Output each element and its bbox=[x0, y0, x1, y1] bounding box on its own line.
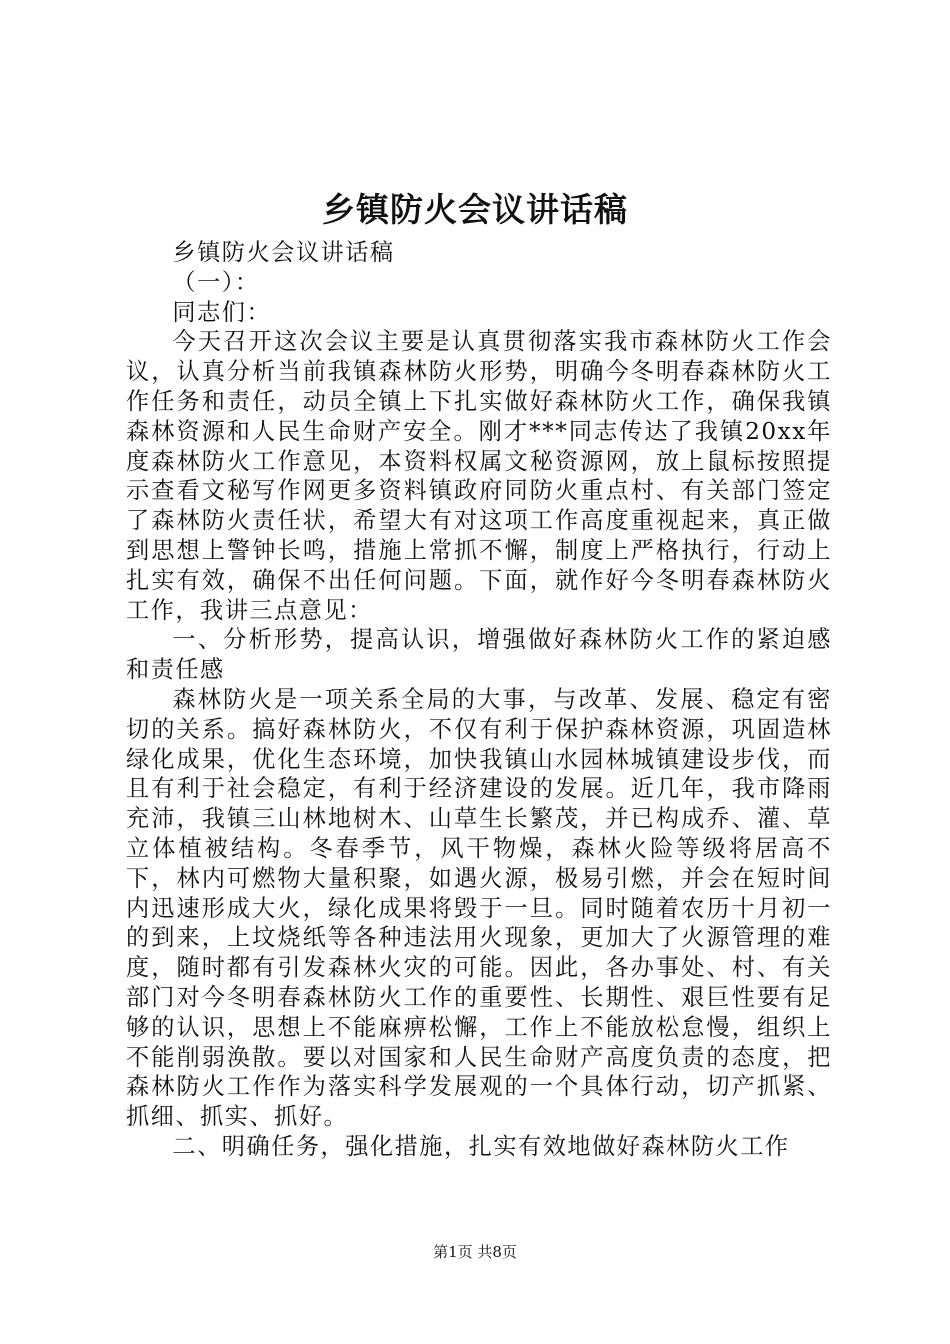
body-paragraph-section-one-heading: 一、分析形势，提高认识，增强做好森林防火工作的紧迫感和责任感 bbox=[126, 626, 832, 684]
document-body bbox=[126, 238, 832, 1162]
body-paragraph-heading: 乡镇防火会议讲话稿 bbox=[172, 239, 395, 266]
body-paragraph-section-one-text: 森林防火是一项关系全局的大事，与改革、发展、稳定有密切的关系。搞好森林防火，不仅有利于保护森林资源，巩固造林绿化成果，优化生态环境，加快我镇山水园林城镇建设步伐，而且有利于社会稳定，有利于经济建设的发展。近几年，我市降雨充沛，我镇三山林地树木、山草生长繁茂，并已构成乔、灌、草立体植被结构。冬春季节，风干物燥，森林火险等级将居高不下，林内可燃物大量积聚，如遇火源，极易引燃，并会在短时间内迅速形成大火，绿化成果将毁于一旦。同时随着农历十月初一的到来，上坟烧纸等各种违法用火现象，更加大了火源管理的难度，随时都有引发森林火灾的可能。因此，各办事处、村、有关部门对今冬明春森林防火工作的重要性、长期性、艰巨性要有足够的认识，思想上不能麻痹松懈，工作上不能放松怠慢，组织上不能削弱涣散。要以对国家和人民生命财产高度负责的态度，把森林防火工作作为落实科学发展观的一个具体行动，切产抓紧、抓细、抓实、抓好。 bbox=[126, 685, 832, 1131]
page-number-footer: 第1页 共8页 bbox=[433, 1243, 517, 1261]
body-paragraph-section-two-heading: 二、明确任务，强化措施，扎实有效地做好森林防火工作 bbox=[172, 1132, 790, 1160]
body-paragraph-section-number: （一）： bbox=[172, 268, 260, 296]
document-title: 乡镇防火会议讲话稿 bbox=[322, 190, 628, 229]
body-paragraph-intro: 今天召开这次会议主要是认真贯彻落实我市森林防火工作会议，认真分析当前我镇森林防火形势，明确今冬明春森林防火工作任务和责任，动员全镇上下扎实做好森林防火工作，确保我镇森林资源和人民生命财产安全。刚才***同志传达了我镇20xx年度森林防火工作意见，本资料权属文秘资源网，放上鼠标按照提示查看文秘写作网更多资料镇政府同防火重点村、有关部门签定了森林防火责任状，希望大有对这项工作高度重视起来，真正做到思想上警钟长鸣，措施上常抓不懈，制度上严格执行，行动上扎实有效，确保不出任何问题。下面，就作好今冬明春森林防火工作，我讲三点意见： bbox=[126, 328, 832, 624]
body-paragraph-salutation: 同志们： bbox=[172, 298, 272, 326]
